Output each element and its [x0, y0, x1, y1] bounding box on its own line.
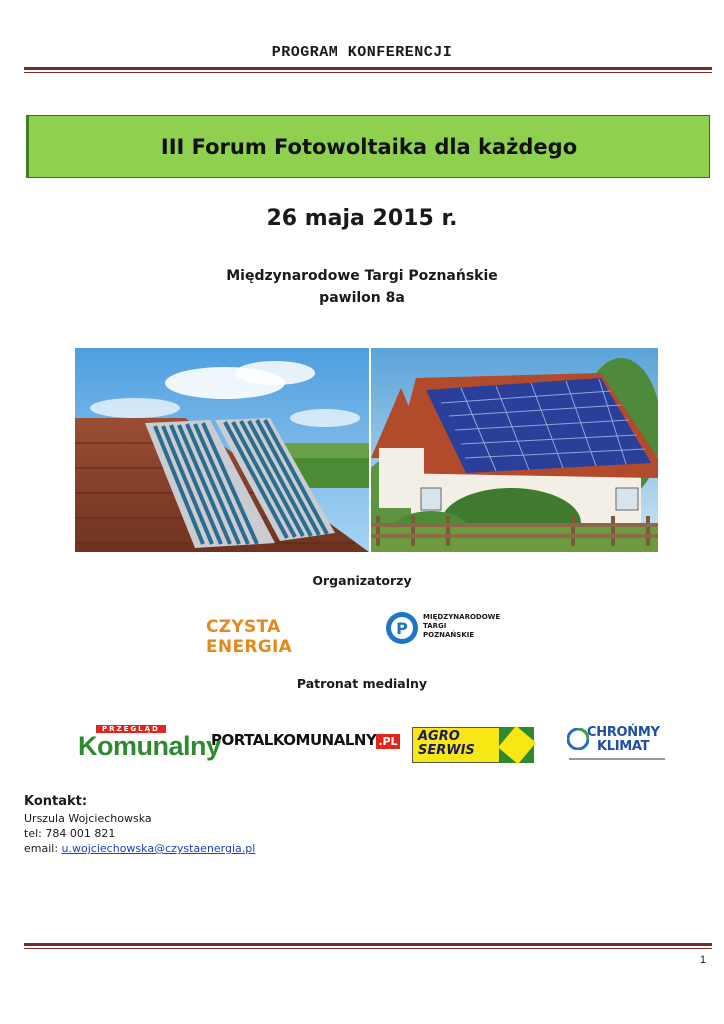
agro-serwis-logo: AGRO SERWIS — [412, 727, 536, 763]
house-solar-panels-photo — [371, 348, 658, 552]
portal-komunalny-logo: PORTALKOMUNALNY .PL — [211, 731, 398, 749]
czysta-energia-logo: CZYSTA ENERGIA — [206, 617, 293, 657]
header-divider — [24, 67, 712, 73]
svg-text:P: P — [396, 619, 408, 638]
contact-email-label: email: — [24, 842, 62, 855]
contact-name: Urszula Wojciechowska — [24, 812, 152, 825]
footer-divider — [24, 943, 712, 949]
organizers-label: Organizatorzy — [312, 573, 412, 588]
venue-name: Międzynarodowe Targi Poznańskie — [226, 268, 498, 284]
contact-phone: tel: 784 001 821 — [24, 827, 116, 840]
media-patronage-label: Patronat medialny — [296, 676, 428, 691]
contact-email-link[interactable]: u.wojciechowska@czystaenergia.pl — [61, 842, 256, 855]
conference-title-banner — [26, 115, 710, 178]
mtp-emblem-icon — [385, 611, 419, 645]
solar-collectors-photo — [75, 348, 369, 552]
document-header-title: PROGRAM KONFERENCJI — [271, 44, 453, 61]
mtp-logo: P MIĘDZYNARODOWE TARGI POZNAŃSKIE — [385, 611, 495, 647]
conference-title: III Forum Fotowoltaika dla każdego — [160, 134, 578, 159]
chronmy-klimat-logo: CHROŃMY KLIMAT — [567, 726, 667, 764]
przeglad-komunalny-logo: PRZEGLĄD Komunalny — [78, 725, 221, 761]
event-date: 26 maja 2015 r. — [266, 206, 458, 231]
contact-email-row — [24, 841, 255, 856]
contact-heading: Kontakt: — [24, 794, 88, 809]
page-number: 1 — [699, 954, 706, 966]
venue-hall: pawilon 8a — [319, 290, 405, 306]
chronmy-klimat-emblem-icon — [567, 728, 589, 750]
event-venue — [0, 265, 724, 309]
contact-section — [24, 794, 255, 856]
